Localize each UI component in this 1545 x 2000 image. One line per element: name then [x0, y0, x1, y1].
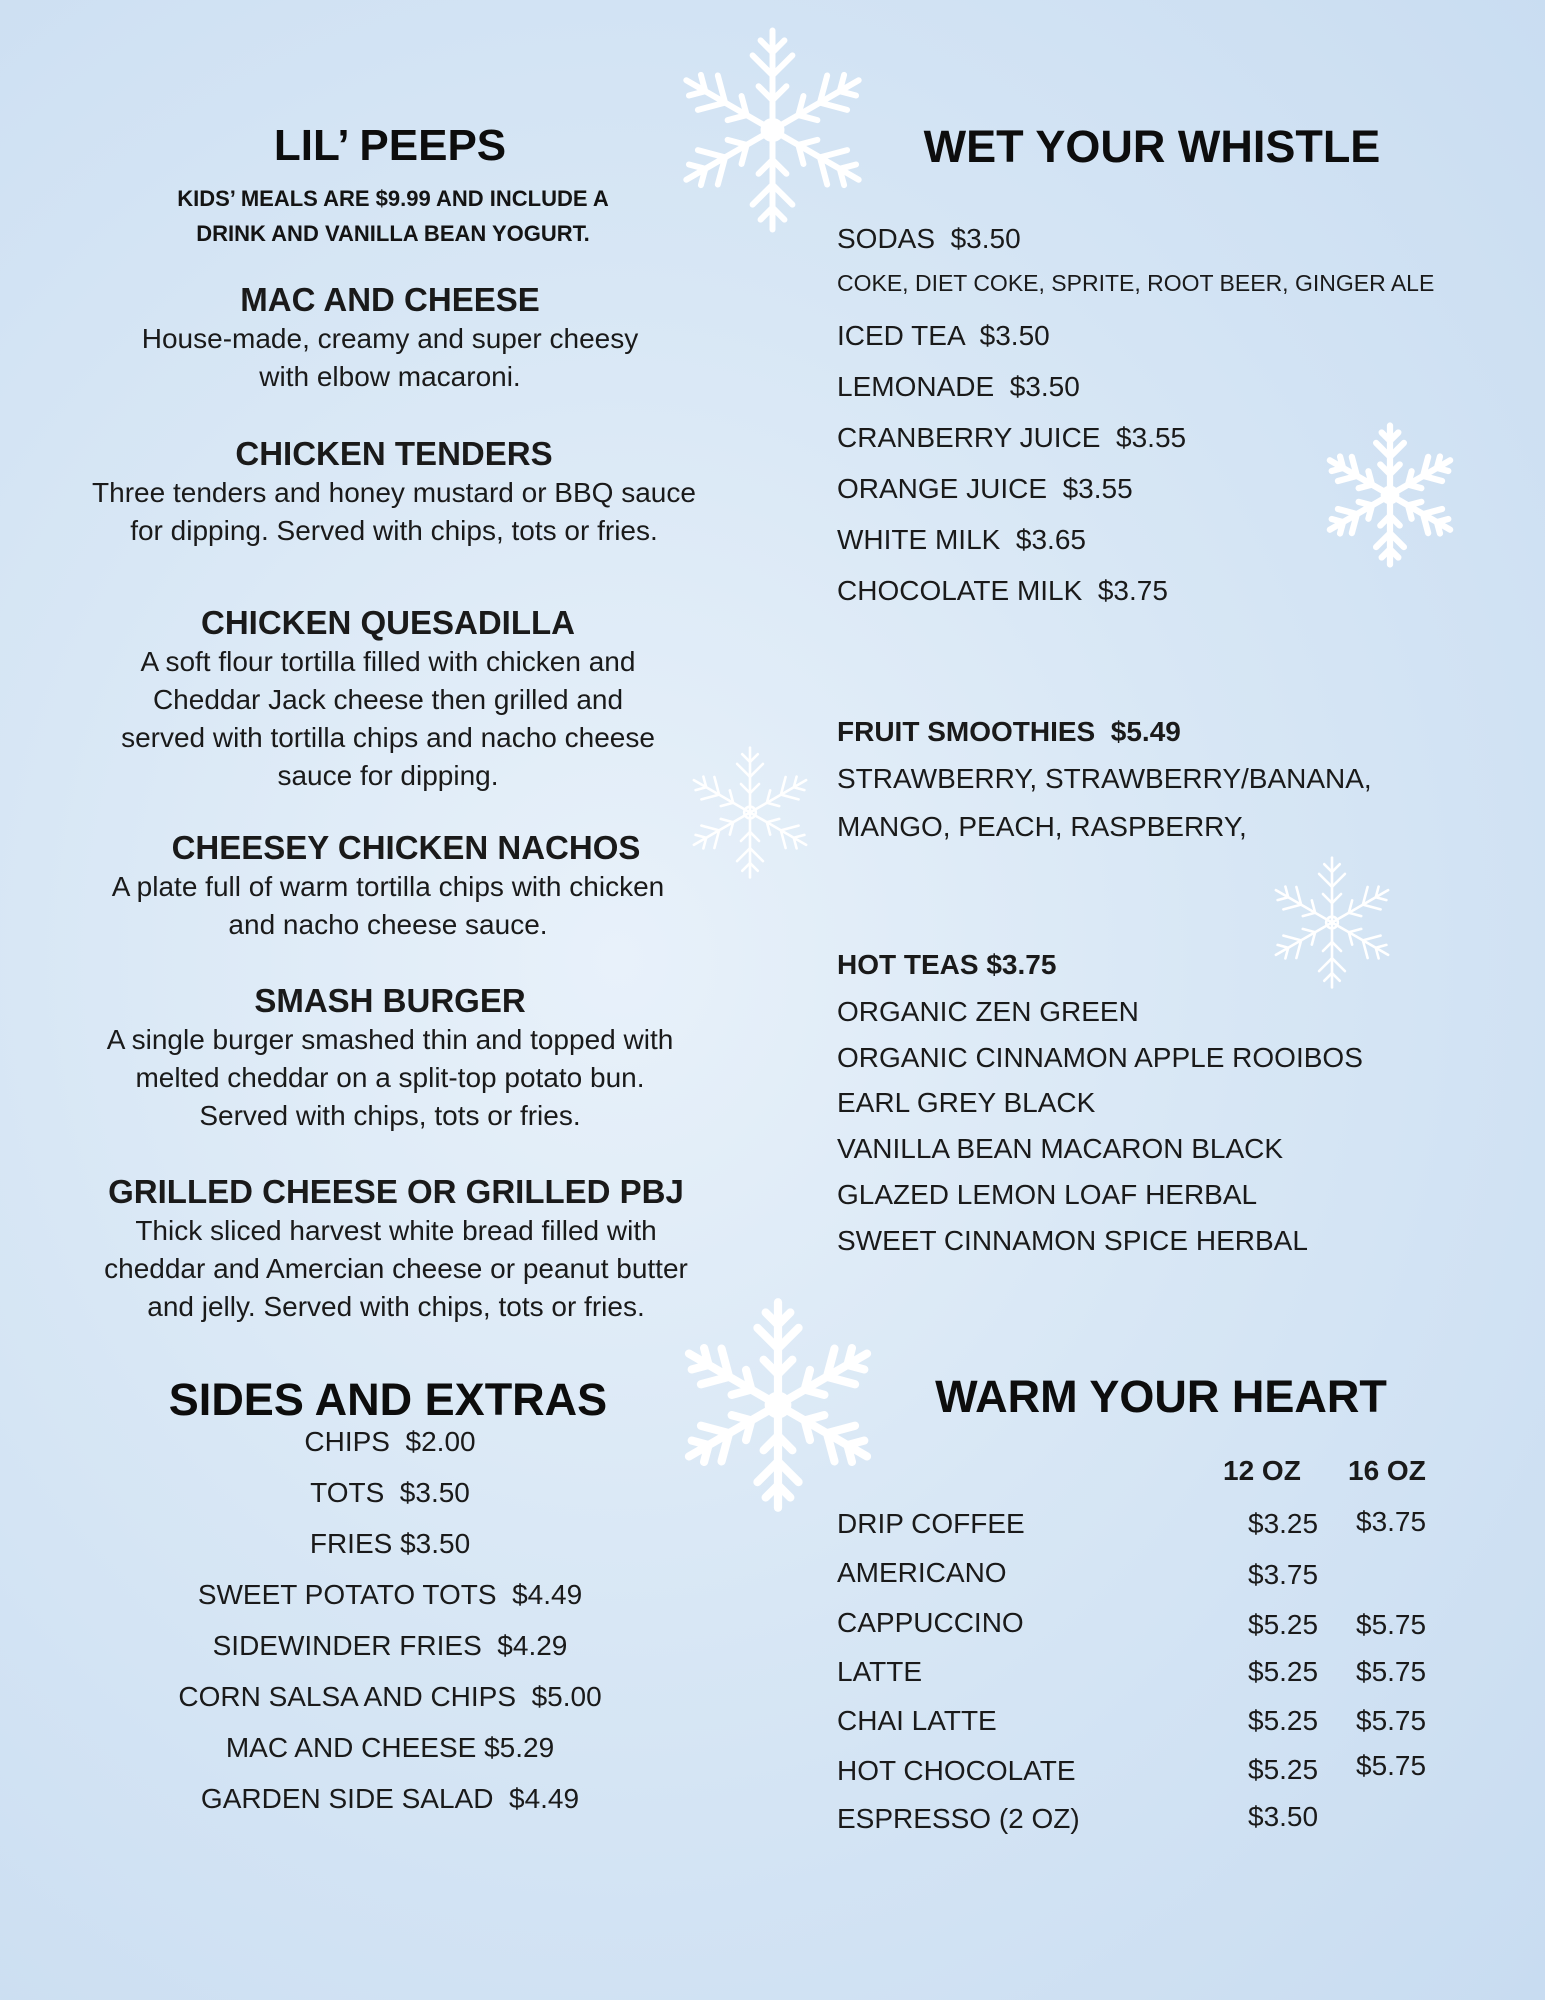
price-12oz: $5.25 — [1248, 1754, 1319, 1785]
price-16oz: $5.75 — [1356, 1750, 1427, 1781]
drink-item: CRANBERRY JUICE $3.55 — [837, 422, 1187, 453]
price-12oz: $3.25 — [1248, 1508, 1319, 1539]
item-desc-line: and jelly. Served with chips, tots or fries. — [147, 1291, 645, 1322]
price-16oz: $3.75 — [1356, 1506, 1427, 1537]
coffee-item-name: HOT CHOCOLATE — [837, 1755, 1076, 1786]
price-12oz: $3.50 — [1248, 1801, 1319, 1832]
item-desc-line: sauce for dipping. — [277, 760, 499, 791]
size-16oz-header: 16 OZ — [1348, 1455, 1426, 1486]
snowflake-icon — [1315, 415, 1465, 575]
tea-item: ORGANIC ZEN GREEN — [837, 996, 1139, 1027]
item-desc-line: cheddar and Amercian cheese or peanut butter — [104, 1253, 688, 1284]
coffee-item-name: CHAI LATTE — [837, 1705, 997, 1736]
price-16oz: $5.75 — [1356, 1705, 1427, 1736]
coffee-item-name: CAPPUCCINO — [837, 1607, 1024, 1638]
side-item: GARDEN SIDE SALAD $4.49 — [200, 1783, 580, 1814]
price-16oz: $5.75 — [1356, 1609, 1427, 1640]
price-12oz: $5.25 — [1248, 1609, 1319, 1640]
snowflake-icon — [665, 15, 880, 245]
item-desc-line: Served with chips, tots or fries. — [199, 1100, 581, 1131]
tea-item: VANILLA BEAN MACARON BLACK — [837, 1133, 1284, 1164]
coffee-item-name: LATTE — [837, 1656, 923, 1687]
item-desc-line: served with tortilla chips and nacho cheese — [121, 722, 655, 753]
item-name: CHEESEY CHICKEN NACHOS — [171, 829, 641, 866]
menu-item — [0, 603, 778, 795]
coffee-item-name: ESPRESSO (2 OZ) — [837, 1803, 1080, 1834]
drink-item: WHITE MILK $3.65 — [837, 524, 1086, 555]
drink-item: LEMONADE $3.50 — [837, 371, 1080, 402]
item-desc-line: A single burger smashed thin and topped with — [106, 1024, 674, 1055]
price-12oz: $5.25 — [1248, 1705, 1319, 1736]
tea-item: SWEET CINNAMON SPICE HERBAL — [837, 1225, 1308, 1256]
tea-item: GLAZED LEMON LOAF HERBAL — [837, 1179, 1258, 1210]
whistle-title: WET YOUR WHISTLE — [923, 121, 1381, 172]
side-item: SIDEWINDER FRIES $4.29 — [212, 1630, 568, 1661]
sides-title: SIDES AND EXTRAS — [168, 1374, 608, 1425]
soda-list: COKE, DIET COKE, SPRITE, ROOT BEER, GINGER ALE — [837, 270, 1435, 296]
item-desc-line: A soft flour tortilla filled with chicken and — [140, 646, 636, 677]
menu-item — [16, 828, 796, 944]
side-item: MAC AND CHEESE $5.29 — [225, 1732, 555, 1763]
side-item: TOTS $3.50 — [310, 1477, 470, 1508]
menu-item — [0, 981, 780, 1135]
item-name: SMASH BURGER — [254, 982, 526, 1019]
side-item: CORN SALSA AND CHIPS $5.00 — [178, 1681, 602, 1712]
smoothies-title: FRUIT SMOOTHIES $5.49 — [837, 716, 1181, 747]
coffee-item-name: AMERICANO — [837, 1557, 1007, 1588]
menu-item — [0, 280, 780, 396]
drink-item: CHOCOLATE MILK $3.75 — [837, 575, 1168, 606]
lil-peeps-title: LIL’ PEEPS — [273, 121, 507, 170]
side-item: FRIES $3.50 — [309, 1528, 471, 1559]
item-name: CHICKEN QUESADILLA — [200, 604, 575, 641]
item-desc-line: Three tenders and honey mustard or BBQ sauce — [92, 477, 696, 508]
item-desc-line: melted cheddar on a split-top potato bun. — [135, 1062, 645, 1093]
item-name: CHICKEN TENDERS — [235, 435, 553, 472]
price-16oz: $5.75 — [1356, 1656, 1427, 1687]
coffee-item-name: DRIP COFFEE — [837, 1508, 1025, 1539]
item-name: MAC AND CHEESE — [240, 281, 540, 318]
tea-item: EARL GREY BLACK — [837, 1087, 1096, 1118]
item-desc-line: with elbow macaroni. — [259, 361, 521, 392]
item-desc-line: Thick sliced harvest white bread filled with — [135, 1215, 657, 1246]
smoothies-line: STRAWBERRY, STRAWBERRY/BANANA, — [837, 763, 1372, 794]
heart-title: WARM YOUR HEART — [935, 1371, 1387, 1422]
kids-meal-note — [177, 181, 609, 251]
note-line: KIDS’ MEALS ARE $9.99 AND INCLUDE A — [177, 186, 609, 211]
price-12oz: $5.25 — [1248, 1656, 1319, 1687]
menu-item — [6, 1172, 786, 1326]
item-desc-line: House-made, creamy and super cheesy — [141, 323, 639, 354]
item-name: GRILLED CHEESE OR GRILLED PBJ — [108, 1173, 684, 1210]
size-12oz-header: 12 OZ — [1223, 1455, 1301, 1486]
item-desc-line: A plate full of warm tortilla chips with chicken — [111, 871, 665, 902]
hot-teas-title: HOT TEAS $3.75 — [837, 949, 1057, 980]
snowflake-icon — [1262, 845, 1402, 1000]
side-item: SWEET POTATO TOTS $4.49 — [197, 1579, 583, 1610]
item-desc-line: Cheddar Jack cheese then grilled and — [152, 684, 624, 715]
side-item: CHIPS $2.00 — [304, 1426, 476, 1457]
drink-item: ICED TEA $3.50 — [837, 320, 1050, 351]
drink-item: ORANGE JUICE $3.55 — [837, 473, 1133, 504]
menu-item — [4, 434, 784, 550]
item-desc-line: and nacho cheese sauce. — [228, 909, 548, 940]
note-line: DRINK AND VANILLA BEAN YOGURT. — [196, 221, 590, 246]
tea-item: ORGANIC CINNAMON APPLE ROOIBOS — [837, 1042, 1363, 1073]
price-12oz: $3.75 — [1248, 1559, 1319, 1590]
item-desc-line: for dipping. Served with chips, tots or fries. — [130, 515, 658, 546]
drink-item: SODAS $3.50 — [837, 223, 1021, 254]
smoothies-line: MANGO, PEACH, RASPBERRY, — [837, 811, 1247, 842]
